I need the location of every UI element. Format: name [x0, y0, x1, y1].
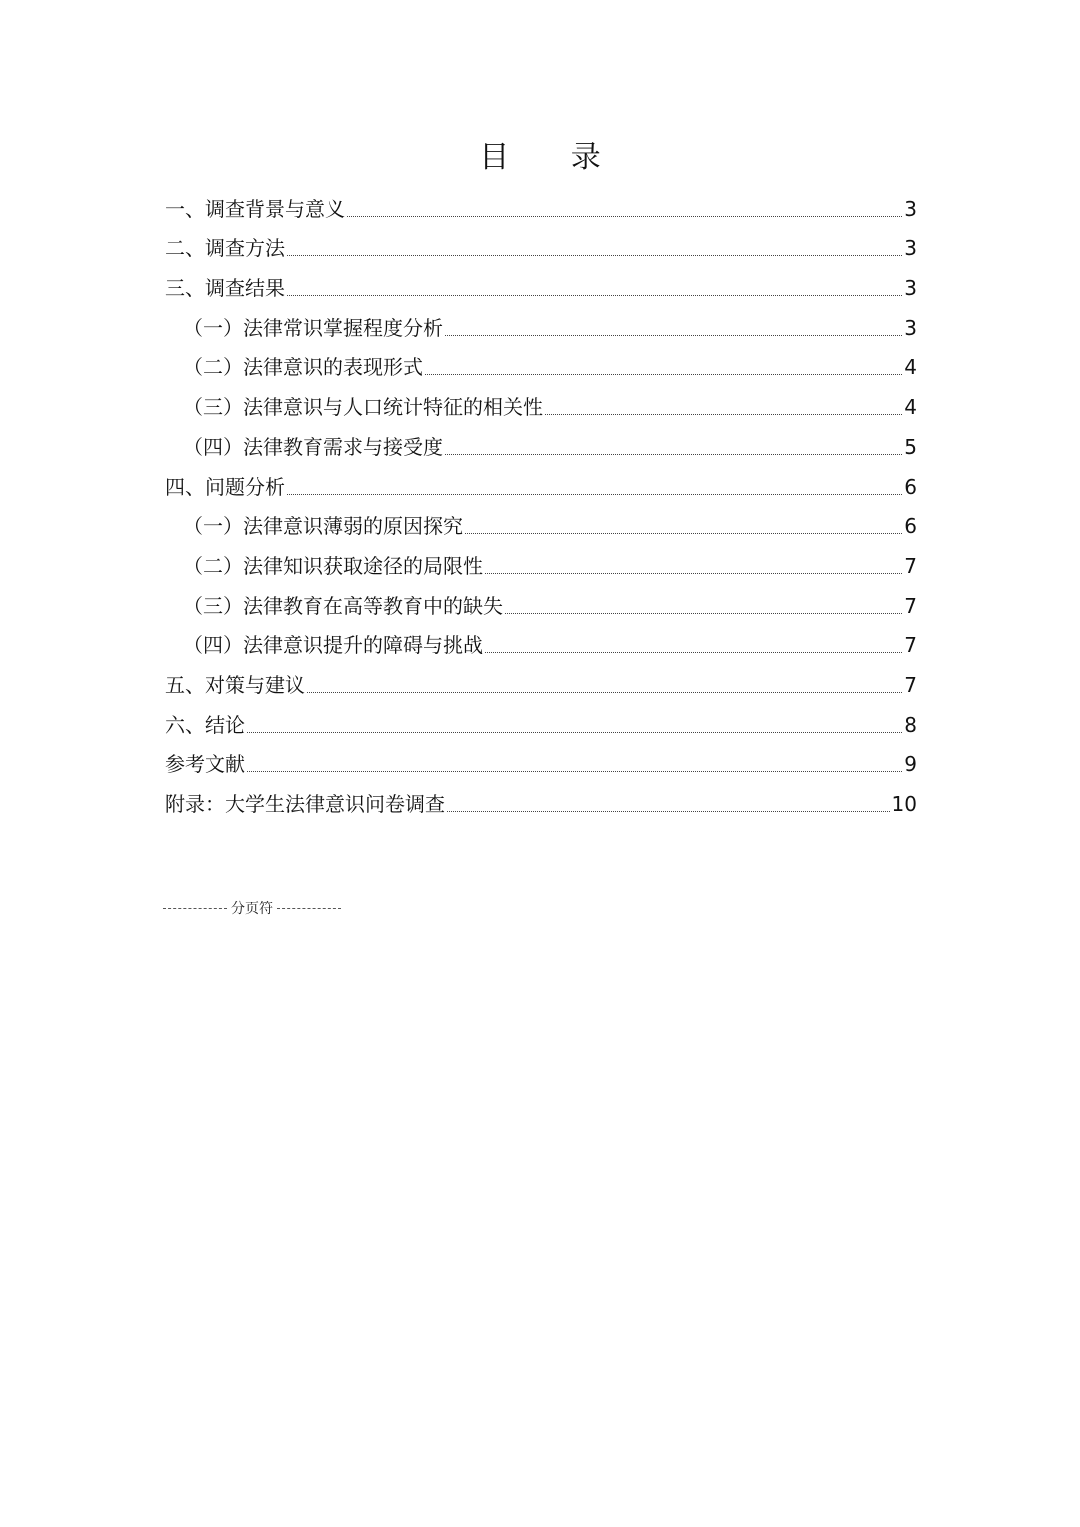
toc-entry-page: 7	[904, 593, 917, 618]
dot-leader	[247, 731, 902, 733]
dot-leader	[505, 612, 902, 614]
toc-entry-label: （二）法律意识的表现形式	[183, 355, 423, 380]
toc-entry-label: 附录：大学生法律意识问卷调查	[165, 792, 445, 816]
dot-leader	[485, 651, 902, 653]
toc-entry-page: 3	[904, 196, 917, 221]
toc-entry-page: 4	[904, 395, 917, 420]
toc-entry[interactable]	[165, 658, 917, 698]
toc-entry[interactable]	[165, 261, 917, 301]
toc-title: 目 录	[479, 140, 627, 175]
dot-leader	[425, 373, 902, 375]
dot-leader	[287, 254, 902, 256]
toc-entry-label: 三、调查结果	[165, 276, 285, 301]
toc-entry-page: 7	[904, 633, 917, 658]
toc-entry-page: 3	[904, 236, 917, 261]
toc-subentry[interactable]	[165, 341, 917, 381]
toc-entry-label: 五、对策与建议	[165, 672, 305, 697]
dot-leader	[447, 810, 890, 812]
toc-entry-label: （二）法律知识获取途径的局限性	[183, 553, 483, 578]
toc-entry-page: 6	[904, 474, 917, 499]
toc-entry-label: （三）法律意识与人口统计特征的相关性	[183, 395, 543, 420]
toc-entry-label: （四）法律意识提升的障碍与挑战	[183, 633, 483, 658]
page-break-label: 分页符	[231, 901, 273, 917]
toc-entry-page: 3	[904, 315, 917, 340]
toc-entry[interactable]	[165, 222, 917, 262]
toc-subentry[interactable]	[165, 579, 917, 619]
toc-entry-label: （一）法律常识掌握程度分析	[183, 315, 443, 340]
dot-leader	[307, 691, 902, 693]
page-break-marker	[163, 898, 341, 918]
toc-entry-page: 9	[904, 752, 917, 777]
toc-entry-label: 六、结论	[165, 712, 245, 737]
dot-leader	[545, 413, 902, 415]
toc-entry-label: （四）法律教育需求与接受度	[183, 434, 443, 459]
toc-entry-label: （三）法律教育在高等教育中的缺失	[183, 593, 503, 618]
page-break-line-right	[277, 907, 341, 909]
dot-leader	[287, 294, 902, 296]
toc-entry[interactable]	[165, 738, 917, 778]
dot-leader	[247, 770, 902, 772]
toc-subentry[interactable]	[165, 500, 917, 540]
toc-entry-page: 3	[904, 276, 917, 301]
toc-entry-page: 7	[904, 553, 917, 578]
toc-entry-label: 四、问题分析	[165, 474, 285, 499]
toc-entry-label: 参考文献	[165, 752, 245, 777]
dot-leader	[347, 215, 902, 217]
toc-entry-page: 7	[904, 672, 917, 697]
toc-entry-label: 一、调查背景与意义	[165, 196, 345, 221]
toc-entry-label: 二、调查方法	[165, 236, 285, 261]
toc-entry[interactable]	[165, 777, 917, 817]
toc-subentry[interactable]	[165, 619, 917, 659]
toc-subentry[interactable]	[165, 380, 917, 420]
toc-subentry[interactable]	[165, 420, 917, 460]
toc-entry[interactable]	[165, 698, 917, 738]
toc-entry-page: 8	[904, 712, 917, 737]
dot-leader	[445, 334, 902, 336]
toc-entry[interactable]	[165, 182, 917, 222]
dot-leader	[485, 572, 902, 574]
toc-entry-page: 5	[904, 434, 917, 459]
toc-subentry[interactable]	[165, 301, 917, 341]
toc-entry-page: 10	[891, 792, 917, 816]
dot-leader	[445, 453, 902, 455]
toc-list	[165, 182, 917, 817]
toc-entry-label: （一）法律意识薄弱的原因探究	[183, 514, 463, 539]
page-break-line-left	[163, 907, 227, 909]
toc-entry-page: 4	[904, 355, 917, 380]
toc-entry-page: 6	[904, 514, 917, 539]
toc-entry[interactable]	[165, 460, 917, 500]
dot-leader	[287, 493, 902, 495]
dot-leader	[465, 532, 902, 534]
toc-subentry[interactable]	[165, 539, 917, 579]
